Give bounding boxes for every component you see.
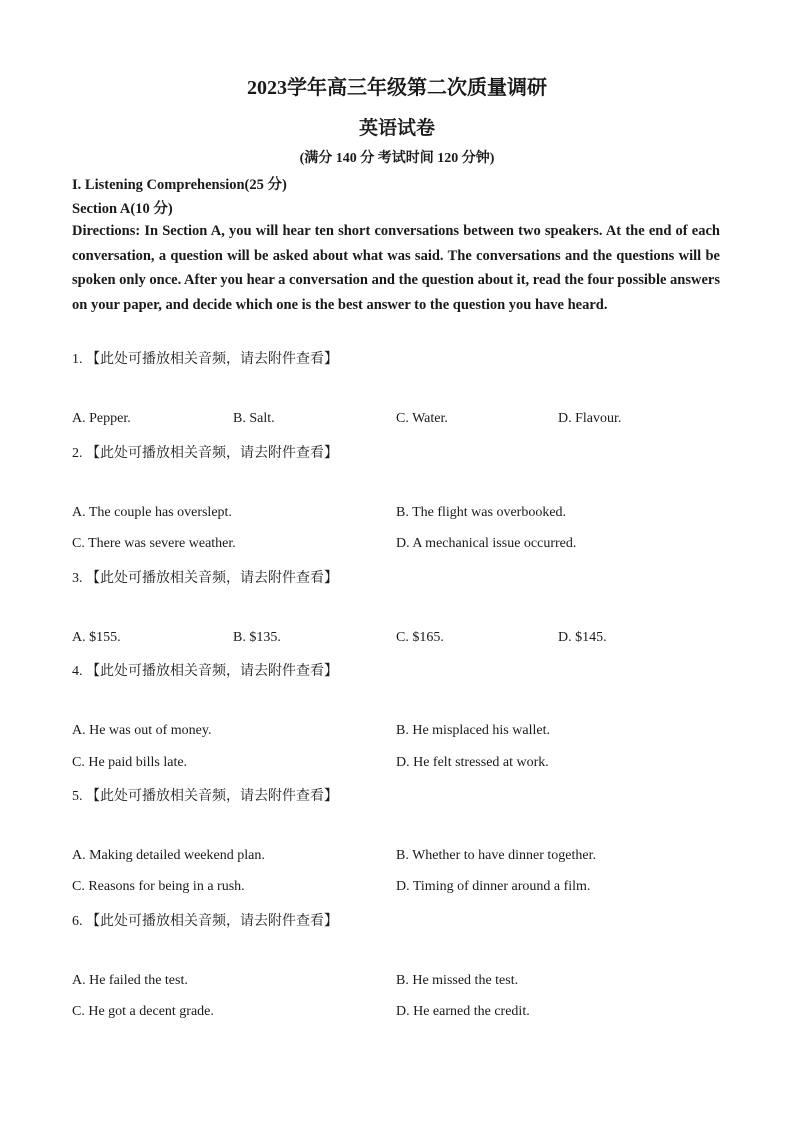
question-5-option-b: B. Whether to have dinner together. [396,848,596,863]
question-6-prompt: 6. 【此处可播放相关音频，请去附件查看】 [72,914,338,929]
question-1-option-b: B. Salt. [233,411,275,426]
question-5-option-d: D. Timing of dinner around a film. [396,879,591,894]
question-5-option-a: A. Making detailed weekend plan. [72,848,265,863]
directions-text: Directions: In Section A, you will hear ten short conversations between two speakers. At the end of each conversation, a question will be asked about what was said. The conversations and the questions will be spoken only once. After you hear a conversation and the question about it, read the four possible answers on your paper, and decide which one is the best answer to the question you have heard. [72,223,720,313]
question-3-option-b: B. $135. [233,630,281,645]
question-5-option-c: C. Reasons for being in a rush. [72,879,245,894]
question-6-option-c: C. He got a decent grade. [72,1004,214,1019]
question-6-option-a: A. He failed the test. [72,973,188,988]
question-4-option-b: B. He misplaced his wallet. [396,723,550,738]
exam-subtitle: 英语试卷 [358,118,435,139]
question-4-option-a: A. He was out of money. [72,723,212,738]
question-1-option-a: A. Pepper. [72,411,131,426]
question-3-option-c: C. $165. [396,630,444,645]
question-1-option-c: C. Water. [396,411,448,426]
question-5-prompt: 5. 【此处可播放相关音频，请去附件查看】 [72,789,338,804]
question-4-prompt: 4. 【此处可播放相关音频，请去附件查看】 [72,664,338,679]
section-heading: Section A(10 分) [72,201,173,217]
question-2-prompt: 2. 【此处可播放相关音频，请去附件查看】 [72,446,338,461]
exam-title: 2023学年高三年级第二次质量调研 [247,77,547,99]
question-3-prompt: 3. 【此处可播放相关音频，请去附件查看】 [72,571,338,586]
part-heading: I. Listening Comprehension(25 分) [72,177,287,193]
question-3-option-d: D. $145. [558,630,607,645]
question-6-option-d: D. He earned the credit. [396,1004,530,1019]
question-2-option-d: D. A mechanical issue occurred. [396,536,577,551]
question-2-option-a: A. The couple has overslept. [72,505,232,520]
question-6-option-b: B. He missed the test. [396,973,519,988]
question-3-option-a: A. $155. [72,630,121,645]
question-1-option-d: D. Flavour. [558,411,622,426]
question-2-option-c: C. There was severe weather. [72,536,236,551]
question-1-prompt: 1. 【此处可播放相关音频，请去附件查看】 [72,352,338,367]
question-4-option-d: D. He felt stressed at work. [396,755,549,770]
question-2-option-b: B. The flight was overbooked. [396,505,567,520]
question-4-option-c: C. He paid bills late. [72,755,188,770]
exam-note: (满分 140 分 考试时间 120 分钟) [299,151,495,166]
